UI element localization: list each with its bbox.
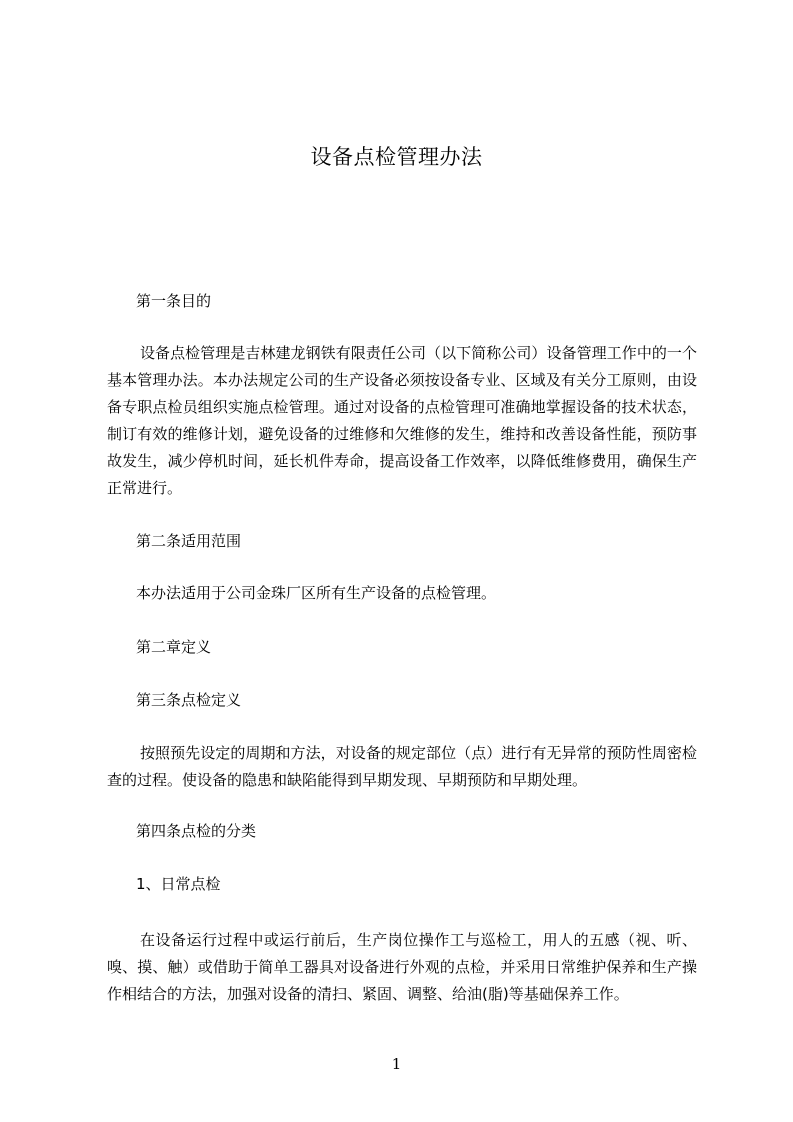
page-number: 1 (391, 1055, 402, 1073)
article-2-body: 本办法适用于公司金珠厂区所有生产设备的点检管理。 (136, 584, 497, 602)
chapter-2-heading: 第二章定义 (136, 638, 212, 656)
article-2-heading: 第二条适用范围 (136, 532, 242, 550)
article-3-body: 按照预先设定的周期和方法，对设备的规定部位（点）进行有无异常的预防性周密检查的过程。使设备的隐患和缺陷能得到早期发现、早期预防和早期处理。 (107, 744, 697, 789)
article-1-body: 设备点检管理是吉林建龙钢铁有限责任公司（以下简称公司）设备管理工作中的一个基本管理办法。本办法规定公司的生产设备必须按设备专业、区域及有关分工原则，由设备专职点检员组织实施点检管理。通过对设备的点检管理可准确地掌握设备的技术状态，制订有效的维修计划，避免设备的过维修和欠维修的发生，维持和改善设备性能，预防事故发生，减少停机时间，延长机件寿命，提高设备工作效率，以降低维修费用，确保生产正常进行。 (107, 344, 697, 497)
article-3-heading: 第三条点检定义 (136, 691, 242, 709)
article-4-heading: 第四条点检的分类 (136, 822, 257, 840)
item-1-body: 在设备运行过程中或运行前后，生产岗位操作工与巡检工，用人的五感（视、听、嗅、摸、触）或借助于简单工器具对设备进行外观的点检，并采用日常维护保养和生产操作相结合的方法，加强对设备的清扫、紧固、调整、给油(脂)等基础保养工作。 (107, 931, 697, 1003)
item-1-heading: 1、日常点检 (136, 875, 221, 893)
article-1-heading: 第一条目的 (136, 292, 212, 310)
document-title: 设备点检管理办法 (310, 145, 483, 169)
